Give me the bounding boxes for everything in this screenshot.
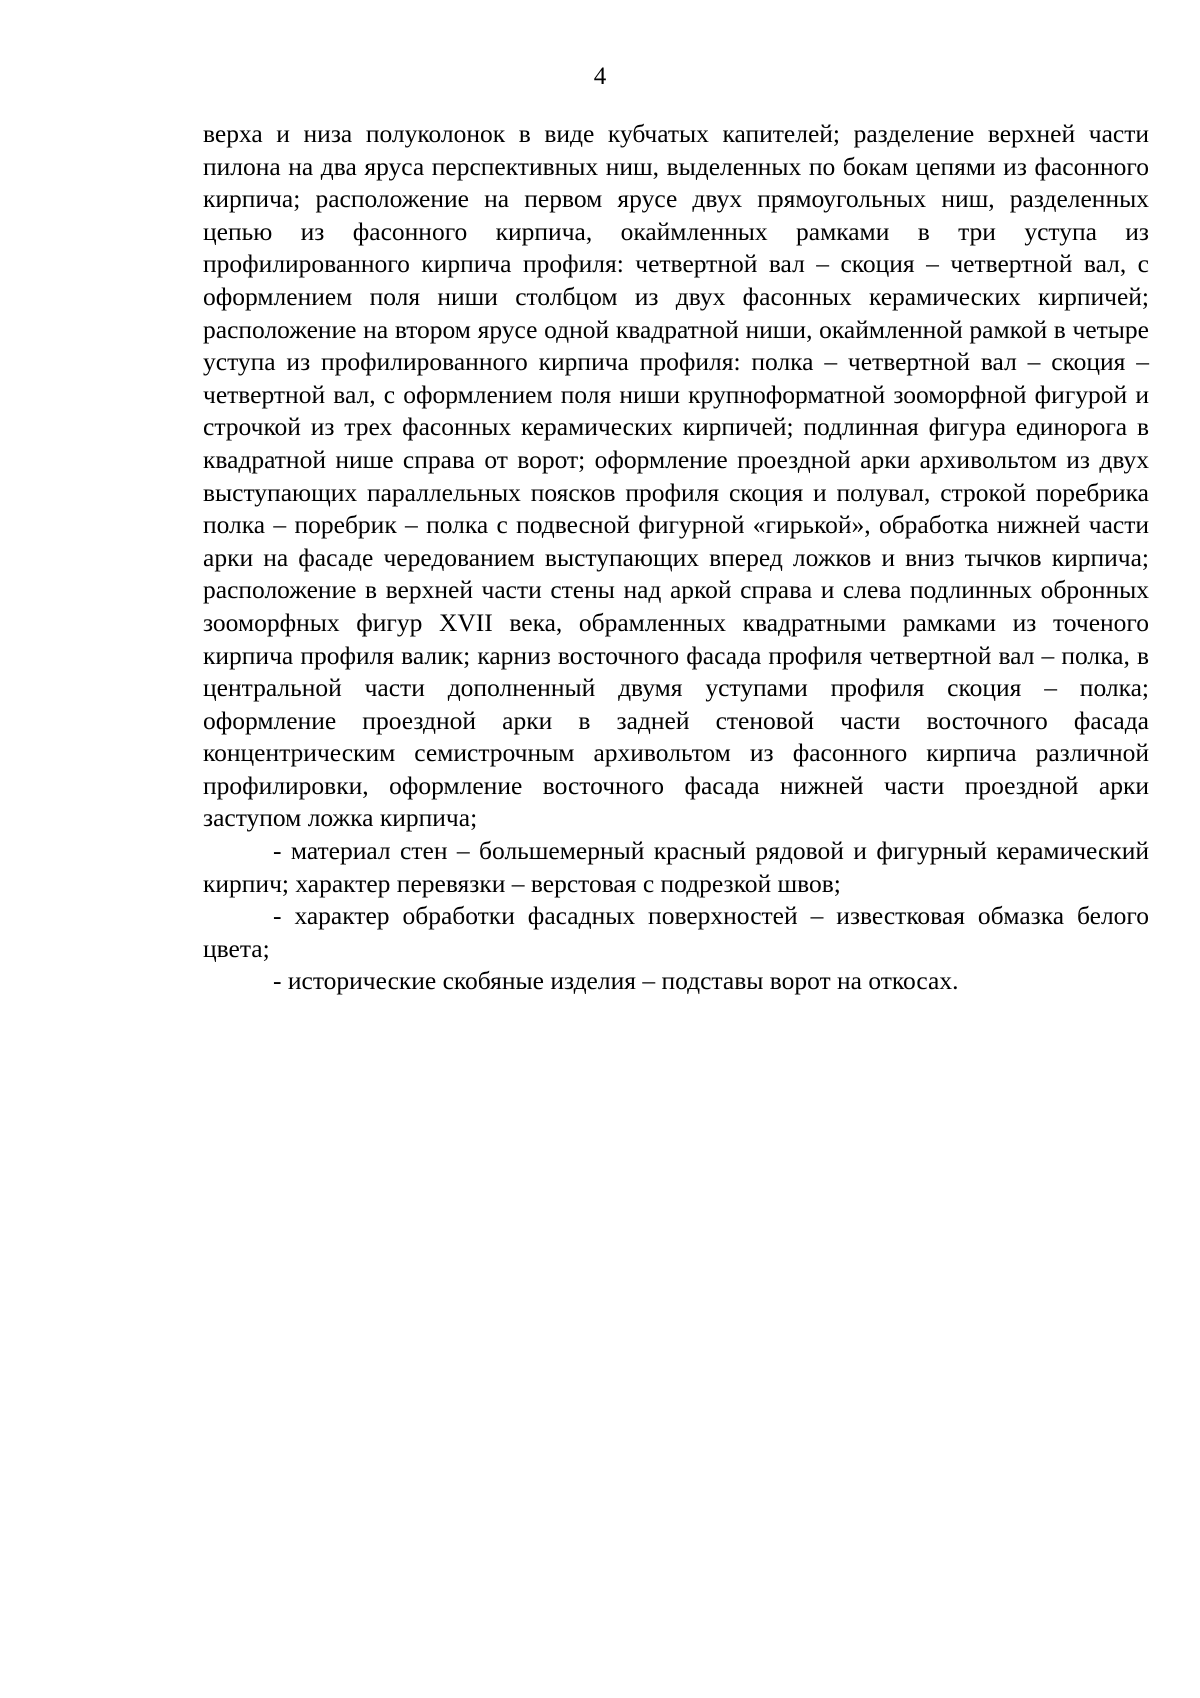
- paragraph-architectural-description: верха и низа полуколонок в виде кубчатых капителей; разделение верхней части пилона на два яруса перспективных ниш, выделенных по бокам цепями из фасонного кирпича; расположение на первом ярусе двух прямоугольных ниш, разделенных цепью из фасонного кирпича, окаймленных рамками в три уступа из профилированного кирпича профиля: четвертной вал – скоция – четвертной вал, с оформлением поля ниши столбцом из двух фасонных керамических кирпичей; расположение на втором ярусе одной квадратной ниши, окаймленной рамкой в четыре уступа из профилированного кирпича профиля: полка – четвертной вал – скоция – четвертной вал, с оформлением поля ниши крупноформатной зооморфной фигурой и строчкой из трех фасонных керамических кирпичей; подлинная фигура единорога в квадратной нише справа от ворот; оформление проездной арки архивольтом из двух выступающих параллельных поясков профиля скоция и полувал, строкой поребрика полка – поребрик – полка с подвесной фигурной «гирькой», обработка нижней части арки на фасаде чередованием выступающих вперед ложков и вниз тычков кирпича; расположение в верхней части стены над аркой справа и слева подлинных обронных зооморфных фигур XVII века, обрамленных квадратными рамками из точеного кирпича профиля валик; карниз восточного фасада профиля четвертной вал – полка, в центральной части дополненный двумя уступами профиля скоция – полка; оформление проездной арки в задней стеновой части восточного фасада концентрическим семистрочным архивольтом из фасонного кирпича различной профилировки, оформление восточного фасада нижней части проездной арки заступом ложка кирпича;: [203, 119, 1149, 833]
- paragraph-facade-finish: - характер обработки фасадных поверхностей – известковая обмазка белого цвета;: [203, 901, 1149, 963]
- paragraph-wall-material: - материал стен – большемерный красный рядовой и фигурный керамический кирпич; характер перевязки – верстовая с подрезкой швов;: [203, 836, 1149, 898]
- page-number: 4: [593, 63, 607, 90]
- document-body: [203, 118, 1149, 998]
- paragraph-hardware: - исторические скобяные изделия – подставы ворот на откосах.: [273, 966, 959, 996]
